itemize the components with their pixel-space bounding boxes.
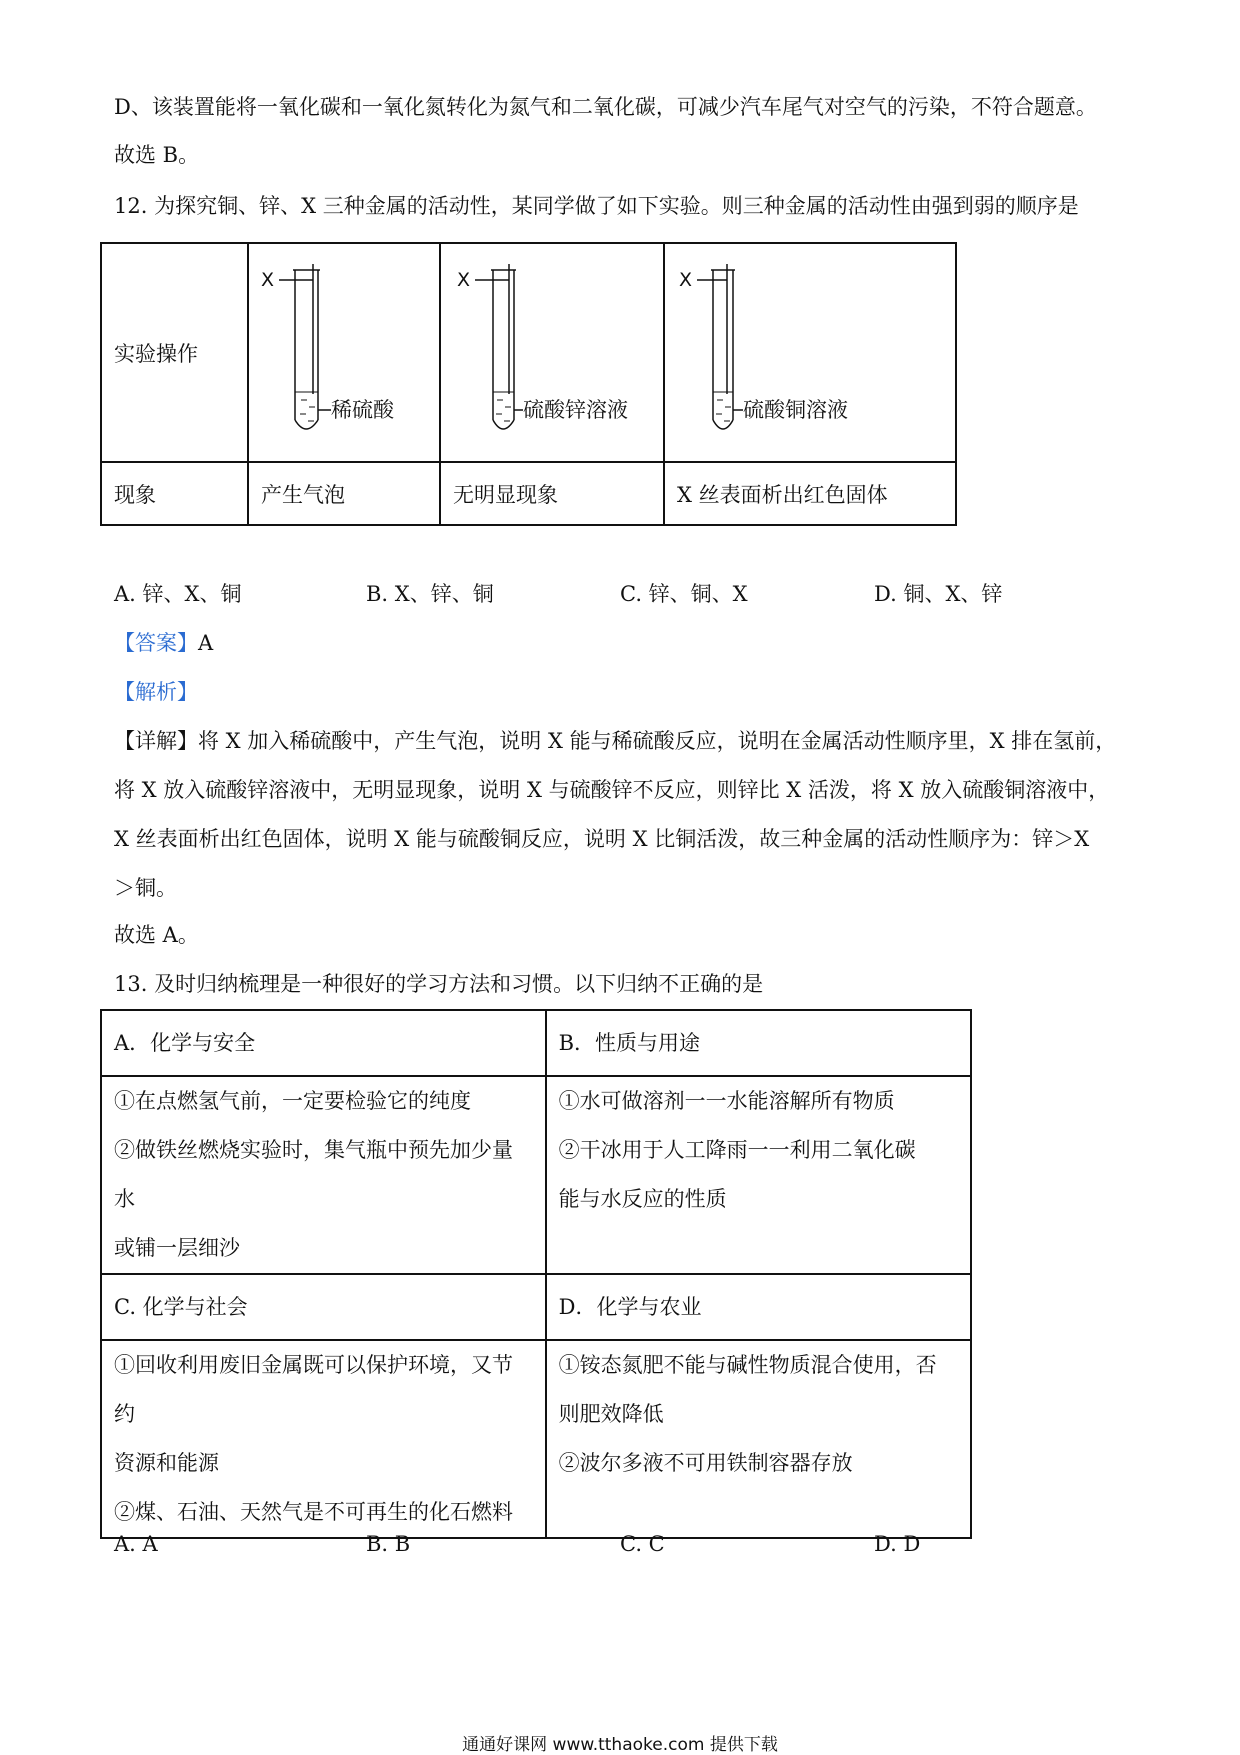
q12-stem: 12. 为探究铜、锌、X 三种金属的活动性，某同学做了如下实验。则三种金属的活动性由强到弱的顺序是 [114, 194, 1079, 218]
phenomenon-1: 产生气泡 [248, 462, 440, 525]
answer-tag: 【答案】 [114, 631, 198, 655]
test-tube-1-icon [249, 244, 439, 456]
footer-text: 通通好课网 www.tthaoke.com 提供下载 [462, 1735, 778, 1755]
row-label-phenomenon: 现象 [101, 462, 248, 525]
solution-label-3: 硫酸铜溶液 [743, 398, 848, 422]
detail-line-2: 将 X 放入硫酸锌溶液中，无明显现象，说明 X 与硫酸锌不反应，则锌比 X 活泼，将 X 放入硫酸铜溶液中， [114, 778, 1110, 802]
answer-line [114, 629, 213, 657]
detail-line-1: 【详解】将 X 加入稀硫酸中，产生气泡，说明 X 能与稀硫酸反应，说明在金属活动性顺序里，X 排在氢前， [114, 729, 1117, 753]
cell-c-body: ①回收利用废旧金属既可以保护环境，又节约 资源和能源 ②煤、石油、天然气是不可再生的化石燃料 [101, 1340, 546, 1538]
answer-value: A [198, 631, 214, 655]
q13-stem: 13. 及时归纳梳理是一种很好的学习方法和习惯。以下归纳不正确的是 [114, 972, 764, 996]
option-d-text: D、该装置能将一氧化碳和一氧化氮转化为氮气和二氧化碳，可减少汽车尾气对空气的污染，不符合题意。 [114, 95, 1097, 119]
choose-b-text: 故选 B。 [114, 143, 200, 167]
q12-option-c: C. 锌、铜、X [620, 582, 748, 606]
tube-cell-2 [440, 243, 664, 462]
cell-a-title: A．化学与安全 [101, 1010, 546, 1076]
phenomenon-2: 无明显现象 [440, 462, 664, 525]
cell-d-body: ①铵态氮肥不能与碱性物质混合使用，否 则肥效降低 ②波尔多液不可用铁制容器存放 [546, 1340, 971, 1538]
cell-a-body: ①在点燃氢气前，一定要检验它的纯度 ②做铁丝燃烧实验时，集气瓶中预先加少量水 或铺一层细沙 [101, 1076, 546, 1274]
choose-a-text: 故选 A。 [114, 923, 199, 947]
test-tube-3-icon [665, 244, 955, 456]
wire-label: X [679, 269, 693, 291]
experiment-table [100, 242, 957, 526]
test-tube-2-icon [441, 244, 663, 456]
summary-table [100, 1009, 972, 1539]
tube-cell-1 [248, 243, 440, 462]
analysis-tag: 【解析】 [114, 680, 198, 704]
q13-option-a: A. A [114, 1532, 158, 1556]
cell-d-title: D．化学与农业 [546, 1274, 971, 1340]
cell-b-title: B．性质与用途 [546, 1010, 971, 1076]
solution-label-2: 硫酸锌溶液 [523, 398, 628, 422]
cell-b-body: ①水可做溶剂一一水能溶解所有物质 ②干冰用于人工降雨一一利用二氧化碳 能与水反应的性质 [546, 1076, 971, 1274]
row-label-operation: 实验操作 [101, 243, 248, 462]
q13-option-d: D. D [874, 1532, 921, 1556]
tube-cell-3 [664, 243, 956, 462]
cell-c-title: C. 化学与社会 [101, 1274, 546, 1340]
detail-line-3: X 丝表面析出红色固体，说明 X 能与硫酸铜反应，说明 X 比铜活泼，故三种金属的活动性顺序为：锌＞X [114, 827, 1090, 851]
q12-option-d: D. 铜、X、锌 [874, 582, 1003, 606]
detail-line-4: ＞铜。 [114, 876, 177, 900]
phenomenon-3: X 丝表面析出红色固体 [664, 462, 956, 525]
wire-label: X [261, 269, 275, 291]
solution-label-1: 稀硫酸 [331, 398, 394, 422]
q13-option-c: C. C [620, 1532, 665, 1556]
wire-label: X [457, 269, 471, 291]
q13-option-b: B. B [366, 1532, 411, 1556]
q12-option-b: B. X、锌、铜 [366, 582, 494, 606]
q12-option-a: A. 锌、X、铜 [114, 582, 242, 606]
